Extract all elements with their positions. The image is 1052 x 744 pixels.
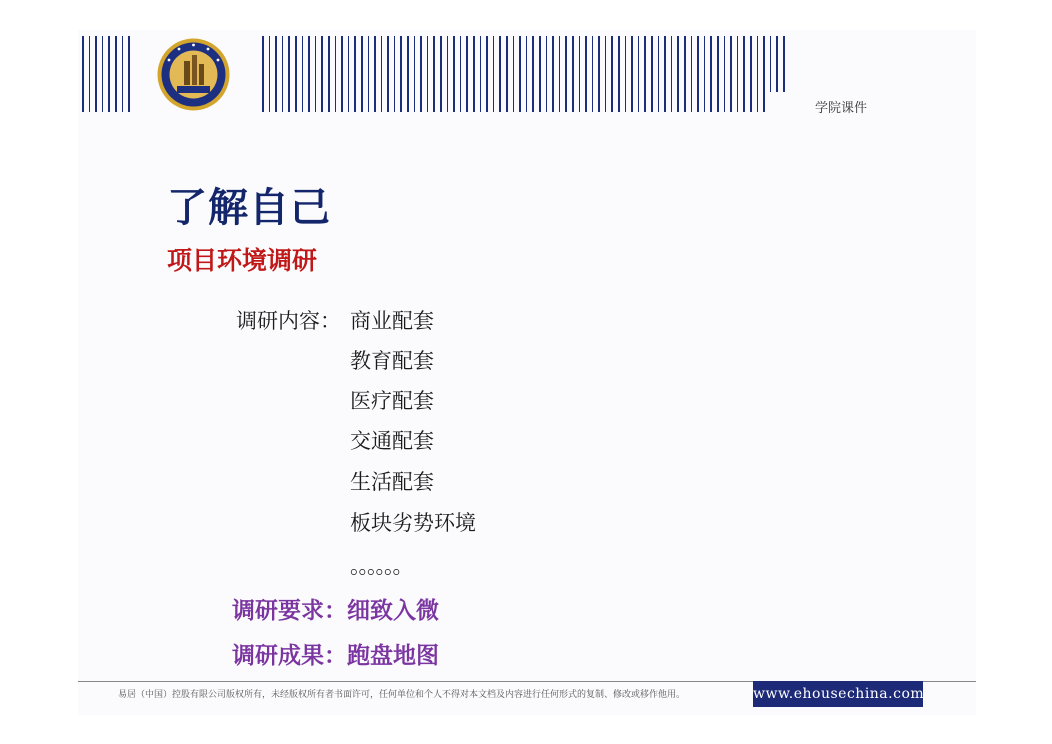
research-result: 调研成果：跑盘地图 [232,643,439,669]
research-requirement: 调研要求：细致入微 [232,598,439,624]
slide-background [78,30,976,715]
content-item-transport: 交通配套 [350,429,434,453]
company-seal-logo [156,37,231,112]
footer-website: www.ehousechina.com [753,681,923,707]
course-label: 学院课件 [815,101,868,116]
content-item-education: 教育配套 [350,349,434,373]
decorative-bars-left [82,36,130,112]
content-item-disadvantage: 板块劣势环境 [350,511,476,535]
content-item-living: 生活配套 [350,470,434,494]
content-item-medical: 医疗配套 [350,389,434,413]
page-title: 了解自己 [167,185,331,231]
content-item-commercial: 商业配套 [350,309,434,333]
content-item-ellipsis: 。。。。。。 [350,554,412,578]
footer-copyright: 易居（中国）控股有限公司版权所有，未经版权所有者书面许可，任何单位和个人不得对本文档及内容进行任何形式的复制、修改或移作他用。 [118,690,686,700]
content-label: 调研内容： [236,309,341,333]
page-subtitle: 项目环境调研 [167,246,318,275]
decorative-bars-right [262,36,785,112]
